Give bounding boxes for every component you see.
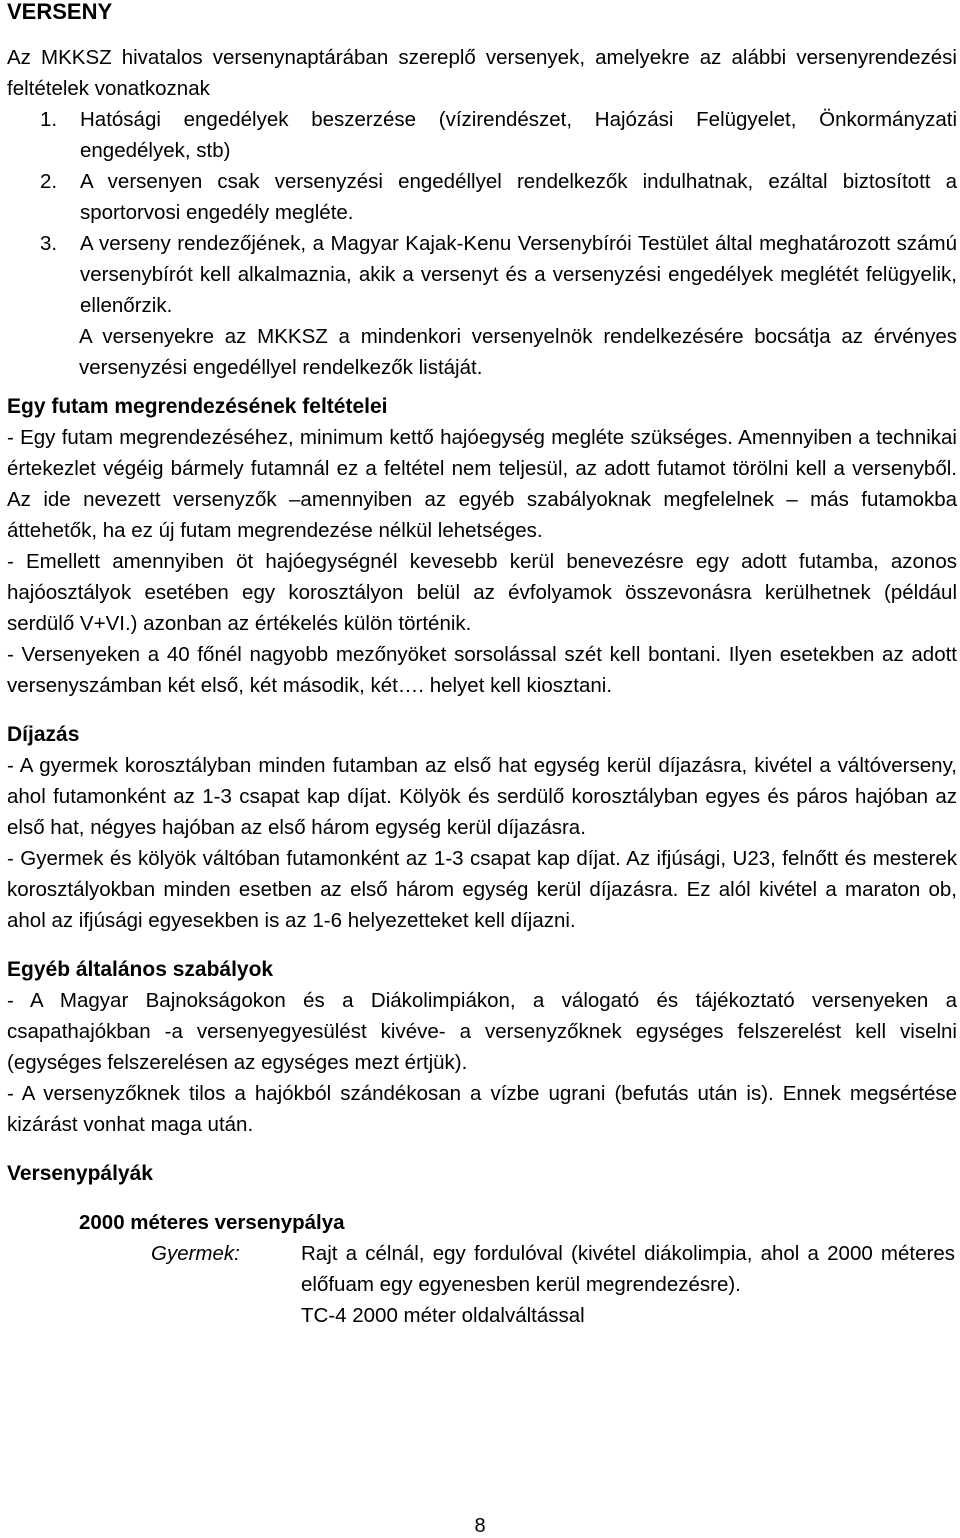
list-number: 3. bbox=[40, 232, 58, 255]
section-heading: Egy futam megrendezésének feltételei bbox=[7, 395, 388, 418]
list-text: Hatósági engedélyek beszerzése (vízirendészet, Hajózási Felügyelet, Önkormányzati engedélyek, stb) bbox=[80, 108, 957, 162]
section-paragraph: - A gyermek korosztályban minden futamban az első hat egység kerül díjazásra, kivétel a váltóverseny, ahol futamonként az 1-3 csapat kap díjat. Kölyök és serdülő korosztályban egyes és páros hajóban az első hat, négyes hajóban az első három egység kerül díjazásra. bbox=[7, 754, 957, 839]
list-number: 1. bbox=[40, 108, 58, 131]
section-heading: Egyéb általános szabályok bbox=[7, 958, 274, 981]
section-paragraph: - Versenyeken a 40 főnél nagyobb mezőnyöket sorsolással szét kell bontani. Ilyen esetekben az adott versenyszámban két első, két második, két…. helyet kell kiosztani. bbox=[7, 643, 957, 697]
page-number: 8 bbox=[474, 1515, 486, 1537]
definition-label: Gyermek: bbox=[151, 1242, 240, 1265]
definition-text: Rajt a célnál, egy fordulóval (kivétel diákolimpia, ahol a 2000 méteres előfuam egy egyenesben kerül megrendezésre). bbox=[301, 1242, 955, 1296]
page-title: VERSENY bbox=[7, 0, 113, 24]
list-item bbox=[7, 228, 957, 321]
section-paragraph: - Gyermek és kölyök váltóban futamonként az 1-3 csapat kap díjat. Az ifjúsági, U23, felnőtt és mesterek korosztályokban minden esetben az első három egység kerül díjazásra. Ez alól kivétel a maraton ob, ahol az ifjúsági egyesekben is az 1-6 helyezetteket kell díjazni. bbox=[7, 847, 957, 932]
subsection-heading: 2000 méteres versenypálya bbox=[79, 1211, 345, 1234]
section-paragraph: - A versenyzőknek tilos a hajókból szándékosan a vízbe ugrani (befutás után is). Ennek megsértése kizárást vonhat maga után. bbox=[7, 1082, 957, 1136]
definition-row bbox=[7, 1238, 957, 1300]
section-heading: Versenypályák bbox=[7, 1162, 153, 1185]
note-paragraph: A versenyekre az MKKSZ a mindenkori versenyelnök rendelkezésére bocsátja az érvényes versenyzési engedéllyel rendelkezők listáját. bbox=[79, 325, 957, 379]
list-item bbox=[7, 166, 957, 228]
document-page bbox=[7, 0, 957, 1331]
numbered-list bbox=[7, 104, 957, 321]
list-text: A versenyen csak versenyzési engedéllyel rendelkezők indulhatnak, ezáltal biztosított a sportorvosi engedély megléte. bbox=[80, 170, 957, 224]
section-paragraph: - Egy futam megrendezéséhez, minimum kettő hajóegység megléte szükséges. Amennyiben a technikai értekezlet végéig bármely futamnál ez a feltétel nem teljesül, az adott futamot törölni kell a versenyből. Az ide nevezett versenyzők –amennyiben az egyéb szabályoknak megfelelnek – más futamokba áttehetők, ha ez új futam megrendezése nélkül lehetséges. bbox=[7, 426, 957, 542]
definition-extra: TC-4 2000 méter oldalváltással bbox=[301, 1304, 585, 1327]
section-paragraph: - Emellett amennyiben öt hajóegységnél kevesebb kerül benevezésre egy adott futamba, azonos hajóosztályok esetében egy korosztályon belül az évfolyamok összevonásra kerülhetnek (például serdülő V+VI.) azonban az értékelés külön történik. bbox=[7, 550, 957, 635]
intro-paragraph: Az MKKSZ hivatalos versenynaptárában szereplő versenyek, amelyekre az alábbi versenyrendezési feltételek vonatkoznak bbox=[7, 46, 957, 100]
section-paragraph: - A Magyar Bajnokságokon és a Diákolimpiákon, a válogató és tájékoztató versenyeken a csapathajókban -a versenyegyesülést kivéve- a versenyzőknek egységes felszerelést kell viselni (egységes felszerelésen az egységes mezt értjük). bbox=[7, 989, 957, 1074]
list-text: A verseny rendezőjének, a Magyar Kajak-Kenu Versenybírói Testület által meghatározott számú versenybírót kell alkalmaznia, akik a versenyt és a versenyzési engedélyek meglétét felügyelik, ellenőrzik. bbox=[80, 232, 957, 317]
list-number: 2. bbox=[40, 170, 58, 193]
list-item bbox=[7, 104, 957, 166]
section-heading: Díjazás bbox=[7, 723, 80, 746]
